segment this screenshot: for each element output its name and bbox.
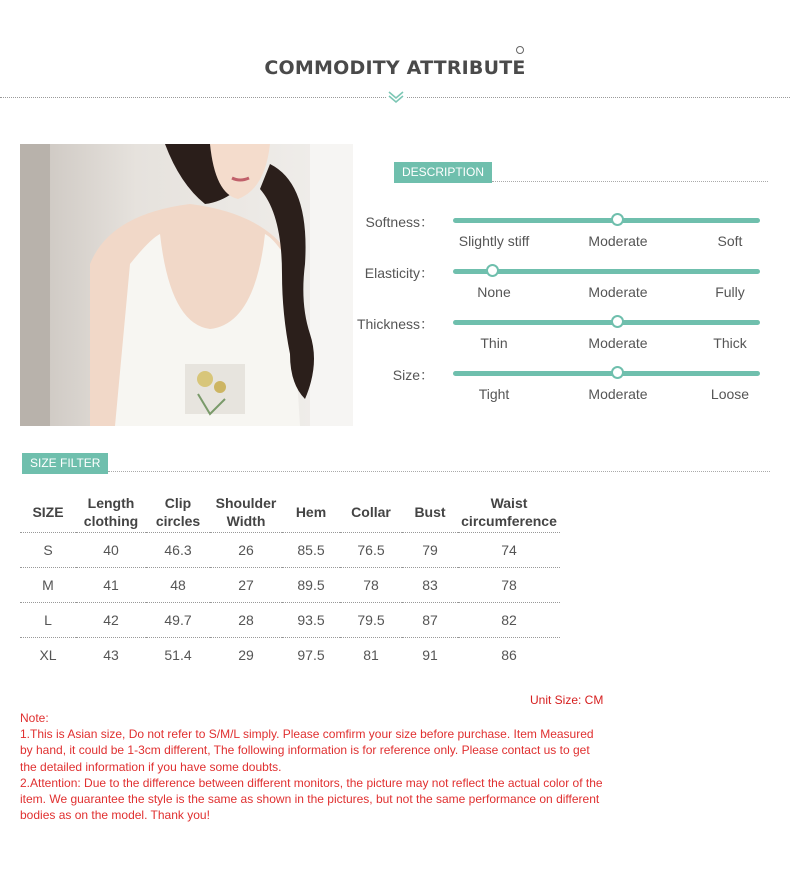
- model-photo: [20, 144, 353, 426]
- column-header: [402, 492, 458, 532]
- notes: [20, 710, 605, 823]
- column-header: [340, 492, 402, 532]
- column-header-line: circumference: [461, 512, 557, 529]
- size-table: [20, 492, 560, 672]
- attribute-label: Softness：: [365, 214, 434, 230]
- degree-circle-icon: [516, 46, 524, 54]
- table-cell: 46.3: [146, 532, 210, 567]
- table-cell: L: [20, 602, 76, 637]
- table-cell: 74: [458, 532, 560, 567]
- attribute-label: Elasticity：: [364, 265, 434, 281]
- table-cell: 42: [76, 602, 146, 637]
- attribute-label: Thickness：: [356, 316, 434, 332]
- table-row: [20, 532, 560, 567]
- table-cell: 29: [238, 646, 254, 663]
- table-cell: 43: [103, 646, 119, 663]
- table-row: [20, 567, 560, 602]
- table-cell: 76.5: [340, 532, 402, 567]
- table-cell: M: [20, 567, 76, 602]
- column-header: [20, 492, 76, 532]
- column-header: [282, 492, 340, 532]
- attribute-option: Moderate: [588, 335, 648, 351]
- column-header-line: Clip: [164, 494, 192, 511]
- table-cell: 41: [76, 567, 146, 602]
- size-table-body: [20, 532, 560, 672]
- attribute-option: Soft: [717, 233, 743, 249]
- attribute-label: Size：: [392, 367, 434, 383]
- attribute-knob: [611, 315, 624, 328]
- unit-size-label: Unit Size: CM: [530, 693, 604, 707]
- attribute-knob: [486, 264, 499, 277]
- table-cell: 79: [402, 532, 458, 567]
- table-cell: 28: [210, 602, 282, 637]
- table-cell: 83: [402, 567, 458, 602]
- attribute-track: [453, 269, 760, 274]
- column-header-line: SIZE: [32, 503, 64, 520]
- attribute-option: Moderate: [588, 284, 648, 300]
- table-cell: 85.5: [282, 532, 340, 567]
- attribute-option: Thin: [480, 335, 508, 351]
- table-cell: 51.4: [164, 646, 192, 663]
- description-divider: [492, 181, 768, 182]
- page-title: COMMODITY ATTRIBUTE: [264, 57, 526, 79]
- description-tag: DESCRIPTION: [394, 162, 492, 183]
- column-header-line: Length: [87, 494, 135, 511]
- attribute-option: Slightly stiff: [458, 233, 530, 249]
- column-header-line: Hem: [295, 503, 327, 520]
- column-header: [210, 492, 282, 532]
- size-filter-tag: SIZE FILTER: [22, 453, 108, 474]
- attribute-option: Moderate: [588, 233, 648, 249]
- attribute-row: [340, 212, 770, 256]
- column-header-line: Collar: [351, 503, 391, 520]
- table-cell: 26: [210, 532, 282, 567]
- note-heading: Note:: [20, 711, 49, 725]
- table-cell: 82: [458, 602, 560, 637]
- note-item-2: 2.Attention: Due to the difference between different monitors, the picture may not reflect the actual color of the item. We guarantee the style is the same as shown in the pictures, but not the same performance on different bodies as on the model. Thank you!: [20, 775, 603, 823]
- table-cell: 86: [501, 646, 517, 663]
- table-cell: 78: [458, 567, 560, 602]
- column-header: [146, 492, 210, 532]
- attribute-option: Fully: [715, 284, 745, 300]
- column-header: [458, 492, 560, 532]
- attribute-track: [453, 218, 760, 223]
- table-cell: XL: [39, 646, 57, 663]
- size-table-header: [20, 492, 560, 532]
- attribute-track: [453, 320, 760, 325]
- double-chevron-down-icon: [386, 89, 406, 105]
- column-header-line: Bust: [414, 503, 446, 520]
- column-header-line: Shoulder: [215, 494, 277, 511]
- table-cell: 40: [76, 532, 146, 567]
- attribute-option: Loose: [710, 386, 750, 402]
- table-cell: 27: [210, 567, 282, 602]
- table-cell: 78: [340, 567, 402, 602]
- table-cell: S: [20, 532, 76, 567]
- table-row: [20, 637, 560, 672]
- attribute-row: [340, 263, 770, 307]
- column-header-line: Width: [226, 512, 266, 529]
- size-filter-divider: [108, 471, 770, 472]
- table-cell: 87: [402, 602, 458, 637]
- table-cell: 97.5: [297, 646, 325, 663]
- attribute-knob: [611, 213, 624, 226]
- note-item-1: 1.This is Asian size, Do not refer to S/M/L simply. Please comfirm your size before purchase. Item Measured by hand, it could be 1-3cm different, The following information is for reference only. Please contact us to get the detailed information if you have some doubts.: [20, 727, 594, 774]
- attribute-option: Moderate: [588, 386, 648, 402]
- attribute-option: None: [477, 284, 511, 300]
- table-cell: 91: [422, 646, 438, 663]
- column-header-line: Waist: [490, 494, 528, 511]
- table-cell: 49.7: [146, 602, 210, 637]
- attribute-option: Thick: [713, 335, 747, 351]
- attribute-row: [340, 314, 770, 358]
- attribute-track: [453, 371, 760, 376]
- table-cell: 81: [363, 646, 379, 663]
- attribute-row: [340, 365, 770, 409]
- table-cell: 48: [146, 567, 210, 602]
- column-header-line: clothing: [83, 512, 139, 529]
- column-header: [76, 492, 146, 532]
- column-header-line: circles: [155, 512, 201, 529]
- table-cell: 93.5: [282, 602, 340, 637]
- attribute-option: Tight: [478, 386, 510, 402]
- table-cell: 79.5: [340, 602, 402, 637]
- table-cell: 89.5: [282, 567, 340, 602]
- table-row: [20, 602, 560, 637]
- attribute-knob: [611, 366, 624, 379]
